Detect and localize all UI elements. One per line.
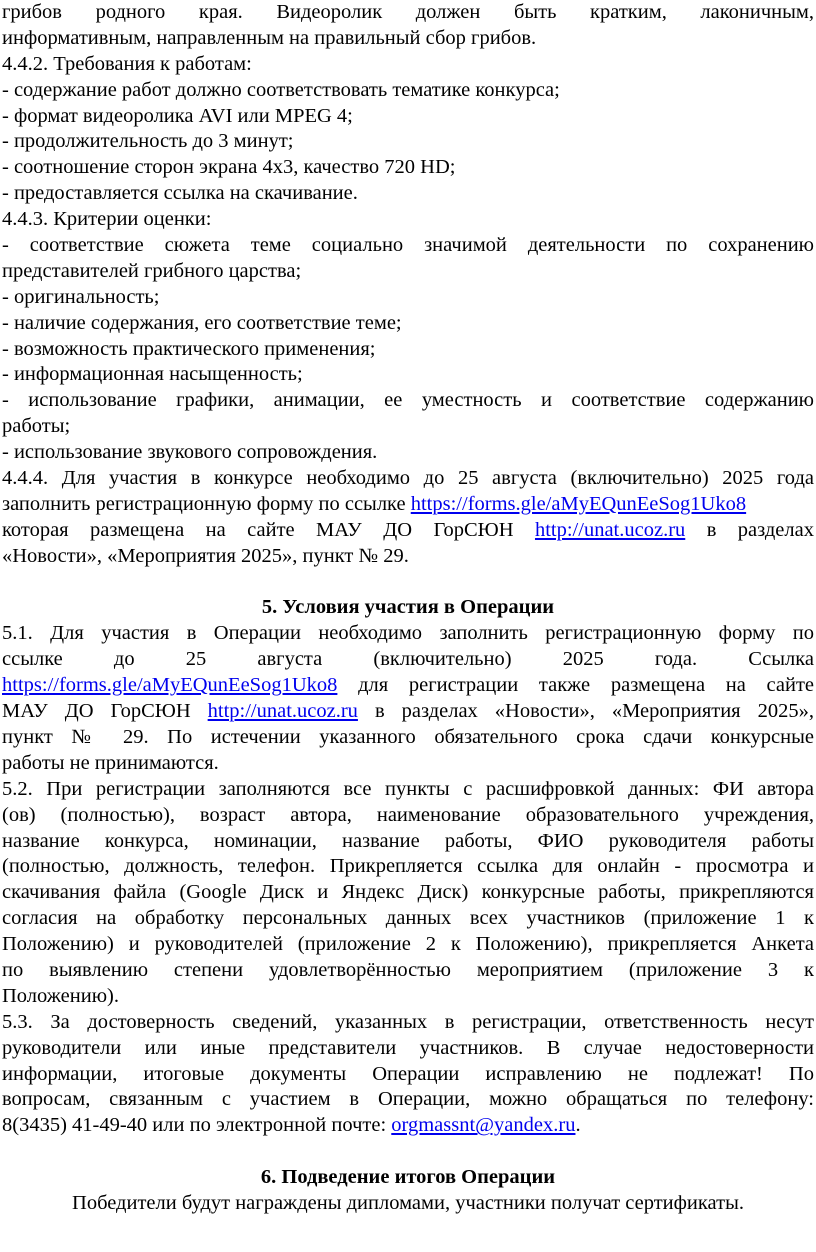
line-text: 8(3435) 41-49-40 или по электронной почте: <box>2 1114 392 1137</box>
line-text: - оригинальность; <box>2 285 160 308</box>
text-line <box>2 932 814 958</box>
text-line <box>2 0 814 26</box>
text-line <box>2 984 814 1010</box>
text-line <box>2 155 814 181</box>
line-text: - наличие содержания, его соответствие теме; <box>2 311 402 334</box>
text-line <box>2 777 814 803</box>
text-line <box>2 621 814 647</box>
line-text: 4.4.2. Требования к работам: <box>2 52 252 75</box>
line-text: - продолжительность до 3 минут; <box>2 130 294 153</box>
line-text: работы не принимаются. <box>2 751 219 774</box>
line-text: 5. Условия участия в Операции <box>261 596 555 619</box>
line-text: - информационная насыщенность; <box>2 363 303 386</box>
text-line <box>2 906 814 932</box>
line-text: пункт № 29. По истечении указанного обязательного срока сдачи конкурсные <box>2 725 814 748</box>
line-text: 5.2. При регистрации заполняются все пункты с расшифровкой данных: ФИ автора <box>2 777 814 800</box>
hyperlink[interactable]: orgmassnt@yandex.ru <box>391 1114 576 1137</box>
line-text: для регистрации также размещена на сайте <box>337 674 814 697</box>
text-line <box>2 880 814 906</box>
line-text: Положению). <box>2 984 119 1007</box>
text-line <box>2 699 814 725</box>
text-line <box>2 78 814 104</box>
blank-line <box>2 570 814 596</box>
text-line <box>2 725 814 751</box>
line-text: - соотношение сторон экрана 4х3, качество 720 HD; <box>2 156 456 179</box>
text-line <box>2 285 814 311</box>
line-text: ссылке до 25 августа (включительно) 2025 года. Ссылка <box>2 648 814 671</box>
line-text: 4.4.3. Критерии оценки: <box>2 208 212 231</box>
line-text: (полностью, должность, телефон. Прикрепляется ссылка для онлайн - просмотра и <box>2 855 814 878</box>
line-text: информации, итоговые документы Операции исправлению не подлежат! По <box>2 1062 814 1085</box>
text-line <box>2 129 814 155</box>
text-line <box>2 647 814 673</box>
text-line <box>2 362 814 388</box>
line-text: «Новости», «Мероприятия 2025», пункт № 29. <box>2 544 409 567</box>
line-text: информативным, направленным на правильный сбор грибов. <box>2 26 537 49</box>
text-line <box>2 751 814 777</box>
line-text: - содержание работ должно соответствовать тематике конкурса; <box>2 78 560 101</box>
hyperlink[interactable]: http://unat.ucoz.ru <box>534 518 686 541</box>
text-line <box>2 492 814 518</box>
line-text: (ов) (полностью), возраст автора, наименование образовательного учреждения, <box>2 803 814 826</box>
text-line <box>2 803 814 829</box>
line-text: представителей грибного царства; <box>2 259 302 282</box>
text-line <box>2 958 814 984</box>
text-line <box>2 673 814 699</box>
hyperlink[interactable]: https://forms.gle/aMyEQunEeSog1Uko8 <box>2 674 338 697</box>
text-line <box>2 1010 814 1036</box>
hyperlink[interactable]: http://unat.ucoz.ru <box>207 700 358 723</box>
section-heading <box>2 595 814 621</box>
text-line <box>2 854 814 880</box>
text-line <box>2 337 814 363</box>
text-line <box>2 26 814 52</box>
blank-line <box>2 1139 814 1165</box>
text-line <box>2 1036 814 1062</box>
text-line <box>2 181 814 207</box>
line-text: 4.4.4. Для участия в конкурсе необходимо до 25 августа (включительно) 2025 года <box>2 467 814 490</box>
text-line <box>2 259 814 285</box>
line-text: по выявлению степени удовлетворённостью мероприятием (приложение 3 к <box>2 958 814 981</box>
line-text: Победители будут награждены дипломами, участники получат сертификаты. <box>72 1191 744 1214</box>
line-text: МАУ ДО ГорСЮН <box>2 700 208 723</box>
line-text: грибов родного края. Видеоролик должен быть кратким, лаконичным, <box>2 1 814 23</box>
line-text: вопросам, связанным с участием в Операции, можно обращаться по телефону: <box>2 1088 814 1111</box>
text-line <box>2 1062 814 1088</box>
line-text: 5.1. Для участия в Операции необходимо заполнить регистрационную форму по <box>2 622 814 645</box>
section-heading <box>2 1165 814 1191</box>
line-text: согласия на обработку персональных данных всех участников (приложение 1 к <box>2 907 814 930</box>
text-line <box>2 1087 814 1113</box>
text-line <box>2 414 814 440</box>
text-line <box>2 466 814 492</box>
line-text: заполнить регистрационную форму по ссылке <box>2 492 411 515</box>
text-line <box>2 1191 814 1217</box>
line-text: Положению) и руководителей (приложение 2 к Положению), прикрепляется Анкета <box>2 933 814 956</box>
text-line <box>2 104 814 130</box>
line-text: 6. Подведение итогов Операции <box>260 1166 556 1189</box>
line-text: в разделах <box>685 518 814 541</box>
text-line <box>2 388 814 414</box>
line-text: название конкурса, номинации, название работы, ФИО руководителя работы <box>2 829 814 852</box>
text-line <box>2 829 814 855</box>
line-text: скачивания файла (Google Диск и Яндекс Диск) конкурсные работы, прикрепляются <box>2 881 814 904</box>
line-text: - предоставляется ссылка на скачивание. <box>2 182 358 205</box>
text-line <box>2 311 814 337</box>
line-text: - соответствие сюжета теме социально значимой деятельности по сохранению <box>2 234 814 257</box>
text-line <box>2 52 814 78</box>
line-text: - возможность практического применения; <box>2 337 376 360</box>
line-text: в разделах «Новости», «Мероприятия 2025», <box>357 700 814 723</box>
text-line <box>2 233 814 259</box>
line-text: - использование звукового сопровождения. <box>2 441 378 464</box>
line-text: - формат видеоролика AVI или MPEG 4; <box>2 104 353 127</box>
line-text: работы; <box>2 415 71 438</box>
line-text: 5.3. За достоверность сведений, указанных в регистрации, ответственность несут <box>2 1010 814 1033</box>
text-line <box>2 207 814 233</box>
line-text: . <box>575 1114 581 1137</box>
text-line <box>2 518 814 544</box>
line-text: - использование графики, анимации, ее уместность и соответствие содержанию <box>2 389 814 412</box>
hyperlink[interactable]: https://forms.gle/aMyEQunEeSog1Uko8 <box>410 492 747 515</box>
text-line <box>2 544 814 570</box>
line-text: которая размещена на сайте МАУ ДО ГорСЮН <box>2 518 535 541</box>
text-line <box>2 440 814 466</box>
line-text: руководители или иные представители участников. В случае недостоверности <box>2 1036 814 1059</box>
text-line <box>2 1113 814 1139</box>
